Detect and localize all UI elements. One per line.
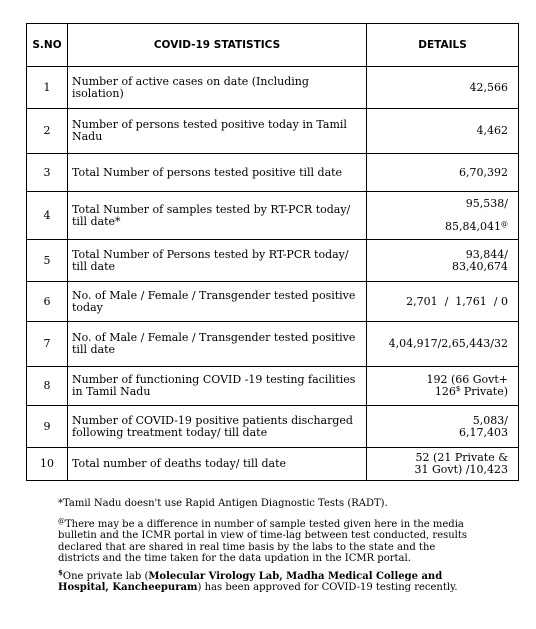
row-value-line: 4,04,917/2,65,443/32 bbox=[388, 337, 508, 350]
header-statistics: COVID-19 STATISTICS bbox=[68, 24, 367, 67]
dollar-footnote-mark: $ bbox=[455, 385, 461, 393]
table-row bbox=[27, 282, 519, 322]
row-sno: 10 bbox=[27, 448, 68, 481]
row-label: Total number of deaths today/ till date bbox=[68, 448, 367, 481]
table-row bbox=[27, 448, 519, 481]
row-label: Number of active cases on date (Including isolation) bbox=[68, 67, 367, 109]
row-value-line bbox=[367, 386, 508, 398]
row-value-line: 95,538/ bbox=[465, 197, 508, 210]
row-value bbox=[367, 448, 519, 481]
row-value-line: 31 Govt) /10,423 bbox=[414, 463, 508, 476]
row-value-number: 126 bbox=[434, 385, 456, 398]
row-value bbox=[367, 367, 519, 406]
row-label: Total Number of persons tested positive till date bbox=[68, 154, 367, 192]
row-value bbox=[367, 322, 519, 367]
row-label: No. of Male / Female / Transgender tested positive today bbox=[68, 282, 367, 322]
row-value-line: 192 (66 Govt+ bbox=[426, 373, 508, 386]
row-value-line: 6,17,403 bbox=[459, 425, 508, 439]
row-value bbox=[367, 282, 519, 322]
row-sno: 2 bbox=[27, 109, 68, 154]
footnote-private-lab-name: Molecular Virology Lab, Madha Medical College and Hospital, Kancheepuram bbox=[58, 570, 443, 593]
table-row bbox=[27, 240, 519, 282]
row-sno: 7 bbox=[27, 322, 68, 367]
dollar-footnote-mark: $ bbox=[58, 567, 63, 577]
row-value-line: 83,40,674 bbox=[452, 259, 508, 273]
row-value-line: 4,462 bbox=[476, 124, 508, 137]
table-row bbox=[27, 67, 519, 109]
row-value-line: 5,083/ bbox=[472, 413, 508, 427]
table-row bbox=[27, 367, 519, 406]
footnote-private-lab-post: ) has been approved for COVID-19 testing recently. bbox=[197, 582, 458, 593]
footnote-private-lab bbox=[58, 567, 478, 594]
table-row bbox=[27, 406, 519, 448]
table-header-row bbox=[27, 24, 519, 67]
row-value bbox=[367, 109, 519, 154]
row-sno: 8 bbox=[27, 367, 68, 406]
header-sno: S.NO bbox=[27, 24, 68, 67]
row-sno: 9 bbox=[27, 406, 68, 448]
row-value bbox=[367, 67, 519, 109]
row-sno: 1 bbox=[27, 67, 68, 109]
table-row bbox=[27, 322, 519, 367]
row-sno: 5 bbox=[27, 240, 68, 282]
table-row bbox=[27, 109, 519, 154]
row-label: Number of functioning COVID -19 testing facilities in Tamil Nadu bbox=[68, 367, 367, 406]
header-details: DETAILS bbox=[367, 24, 519, 67]
row-label: Total Number of samples tested by RT-PCR today/ till date* bbox=[68, 192, 367, 240]
row-value-number: 85,84,041 bbox=[445, 220, 501, 233]
row-value-line: 93,844/ bbox=[465, 247, 508, 261]
row-value-suffix: Private) bbox=[460, 385, 508, 398]
footnotes bbox=[58, 498, 478, 594]
row-value-line: 6,70,392 bbox=[459, 165, 508, 179]
row-label: Number of COVID-19 positive patients discharged following treatment today/ till date bbox=[68, 406, 367, 448]
table-row bbox=[27, 192, 519, 240]
row-value-line: 42,566 bbox=[469, 80, 508, 94]
covid-statistics-table bbox=[26, 23, 519, 481]
row-value bbox=[367, 154, 519, 192]
footnote-sample-difference bbox=[58, 516, 478, 565]
row-sno: 4 bbox=[27, 192, 68, 240]
at-footnote-mark: @ bbox=[501, 220, 508, 228]
row-value-line: 52 (21 Private & bbox=[415, 451, 508, 464]
row-label: Total Number of Persons tested by RT-PCR today/ till date bbox=[68, 240, 367, 282]
footnote-private-lab-pre: One private lab ( bbox=[62, 570, 149, 582]
table-row bbox=[27, 154, 519, 192]
row-label: Number of persons tested positive today in Tamil Nadu bbox=[68, 109, 367, 154]
row-value bbox=[367, 406, 519, 448]
row-value-line bbox=[367, 221, 508, 233]
footnote-difference-text: There may be a difference in number of sample tested given here in the media bulletin and the ICMR portal in view of time-lag between test conducted, results declared that are shared in real time basis by the labs to the state and the districts and the time taken for the data updation in the ICMR portal. bbox=[58, 518, 468, 564]
row-value bbox=[367, 192, 519, 240]
row-sno: 3 bbox=[27, 154, 68, 192]
row-value-line: 2,701 / 1,761 / 0 bbox=[406, 294, 508, 308]
at-footnote-mark: @ bbox=[58, 516, 65, 525]
row-label: No. of Male / Female / Transgender tested positive till date bbox=[68, 322, 367, 367]
row-sno: 6 bbox=[27, 282, 68, 322]
row-value bbox=[367, 240, 519, 282]
footnote-radt: *Tamil Nadu doesn't use Rapid Antigen Diagnostic Tests (RADT). bbox=[58, 498, 388, 509]
